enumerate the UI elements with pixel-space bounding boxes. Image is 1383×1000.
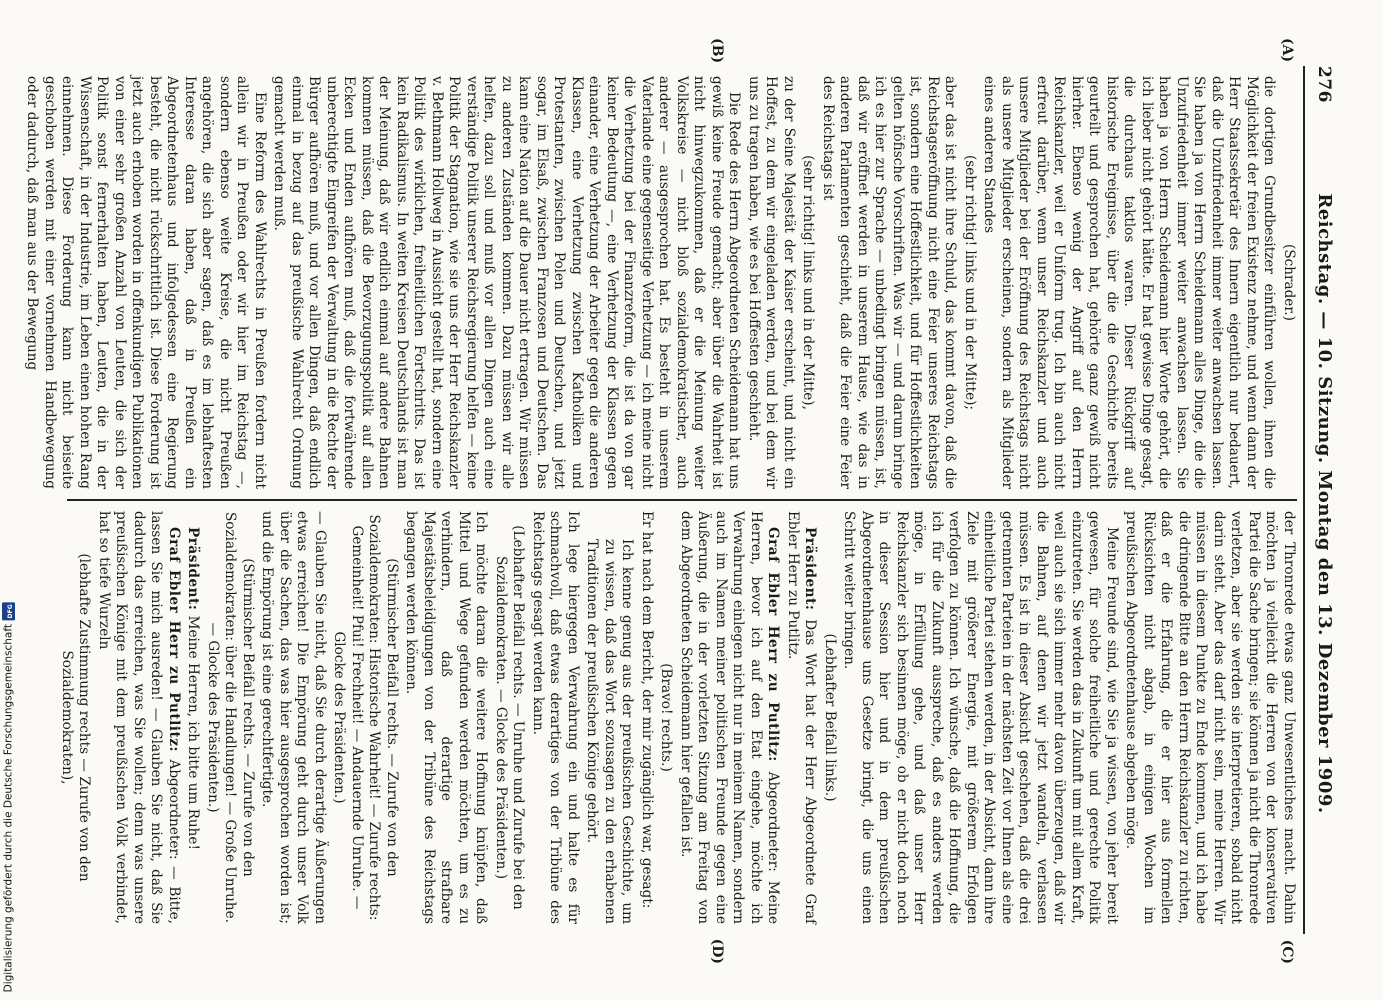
- paragraph-text: Er hat nach dem Bericht, der mir zugänglich war, gesagt:: [639, 511, 655, 909]
- paragraph: [799, 76, 817, 489]
- paragraph: [1280, 76, 1298, 489]
- paragraph: [270, 76, 743, 489]
- paragraph-text: — Glauben Sie nicht, daß Sie durch derartige Äußerungen etwas erreichen! Die Empörung geht durch unser Volk über die Sachen, das was hier ausgesprochen worden ist; und die Empörung ist eine gerechtfertigte.: [259, 511, 328, 924]
- paragraph: [745, 76, 798, 489]
- newspaper-page: [24, 38, 1335, 964]
- paragraph: [784, 511, 819, 924]
- paragraph: [821, 511, 839, 924]
- page-title: Reichstag. — 10. Sitzung. Montag den 13. Dezember 1909.: [1314, 193, 1335, 814]
- paragraph-text: Die Rede des Herrn Abgeordneten Scheidemann hat uns gewiß keine Freude gemacht; aber über die Wahrheit ist nicht hinwegzukommen, daß er die Meinung weiter Volkskreise — nicht bloß sozialdemokratischer, auch anderer — ausgesprochen hat. Es besteht in unserem Vaterlande eine gegenseitige Verhetzung — ich meine nicht die Verhetzung bei der Finanzreform, die ist da von gar keiner Bedeutung —, eine Verhetzung der Klassen gegen einander, eine Verhetzung der Arbeiter gegen die anderen Klassen, eine Verhetzung zwischen Katholiken und Protestanten, zwischen Polen und Deutschen, und jetzt sogar, im Elsaß, zwischen Franzosen und Deutschen. Das kann eine Nation auf die Dauer nicht ertragen. Wir müssen zu anderen Zuständen kommen. Dazu müssen wir alle helfen, dazu soll und muß vor allen Dingen auch eine verständige Politik unserer Reichsregierung helfen — keine Politik der Stagnation, wie sie uns der Herr Reichskanzler v. Bethmann Hollweg in Aussicht gestellt hat, sondern eine Politik des wirklichen, freiheitlichen Fortschritts. Das ist kein Radikalismus. In weiten Kreisen Deutschlands ist man der Meinung, daß wir endlich einmal auf andere Bahnen kommen müssen, daß die Bevorzugungspolitik auf allen Ecken und Enden aufhören muß, daß die fortwährende unberechtigte Eingreifen der Verwaltung in die Rechte der Bürger aufhören muß, und vor allen Dingen, daß endlich einmal in bezug auf das preußische Wahlrecht Ordnung gemacht werden muß.: [271, 76, 743, 489]
- page-header: [1303, 66, 1335, 934]
- left-column: [24, 66, 1297, 501]
- paragraph-text: der Thronrede etwas ganz Unwesentliches macht. Dahin möchten ja vielleicht die Herren von der konservativen Partei die Sache bringen; sie können ja nicht die Thronrede verletzen, aber sie werden sie interpretieren, sobald nicht darin steht. Aber das darf nicht sein, meine Herren. Wir müssen in diesem Punkte zu Ende kommen, und ich habe die dringende Bitte an den Herrn Reichskanzler zu richten, daß er die Erfahrung, die er hier aus formellen Rücksichten nicht abgab, in einigen Wochen im preußischen Abgeordnetenhause abgeben möge.: [1123, 511, 1297, 924]
- paragraph: [184, 511, 202, 924]
- credit-text: Digitalisierung gefördert durch die Deutsche Forschungsgemeinschaft: [2, 623, 15, 992]
- right-column: [59, 501, 1297, 934]
- margin-marker-d: (D): [709, 938, 725, 964]
- paragraph: [529, 511, 582, 924]
- paragraph-text: (sehr richtig! links und in der Mitte);: [962, 154, 978, 411]
- paragraph: [1122, 511, 1297, 924]
- digitization-credit: [2, 602, 15, 992]
- paragraph-text: Das Wort hat der Herr Abgeordnete Graf Ebler Herr zu Putlitz.: [785, 511, 819, 925]
- paragraph-text: zu der Seine Majestät der Kaiser erscheint, und nicht ein Hoffest, zu dem wir eingeladen werden, und bei dem wir uns zu tragen haben, wie es bei Hoffesten geschieht.: [746, 76, 797, 489]
- paragraph-text: Abgeordneter: Meine Herren, bevor ich auf den Etat eingehe, möchte ich Verwahrung einlegen nicht nur in meinem Namen, sondern auch im Namen meiner politischen Freunde gegen eine Äußerung, die in der vorletzten Sitzung am Freitag von dem Abgeordneten Scheidemann hier gefallen ist.: [678, 511, 782, 924]
- paragraph-text: (Bravo! rechts.): [658, 663, 675, 772]
- paragraph-text: Meine Freunde sind, wie Sie ja wissen, von jeher bereit gewesen, für solche freiheitliche und gerechte Politik einzutreten. Sie werden das in Zukunft um mit allem Kraft, weil auch sie sich immer mehr davon überzeugen, daß wir die Bahnen, auf denen wir jetzt wandeln, verlassen müssen. Es ist in dieser Absicht geschehen, daß die drei getrennten Parteien in der nächsten Zeit vor Ihnen als eine einheitliche Partei stehen werden, in der Absicht, dann ihre Ziele mit größerer Energie, mit größerem Erfolgen verfolgen zu können. Ich wünsche, daß die Hoffnung, die ich für die Zukunft ausspreche, daß es anders werden möge, in Erfüllung gehe, und daß unser Herr Reichskanzler sich besinnen möge, ob er nicht doch noch in dieser Session hier und in dem preußischen Abgeordnetenhause uns Gesetze bringt, die uns einen Schritt weiter bringen.: [841, 511, 1120, 924]
- paragraph-text: Eine Reform des Wahlrechts in Preußen fordern nicht allein wir in Preußen oder wir hier im Reichstag —, sondern ebenso weite Kreise, die nicht Preußen angehören, die sich aber sagen, daß es im lebhaftesten Interesse daran haben, daß in Preußen ein Abgeordnetenhaus und infolgedessen eine Regierung besteht, die nicht rückschrittlich ist. Diese Forderung ist jetzt auch erhoben worden in offenkundigen Publikationen von einer sehr großen Anzahl von Leuten, die sich der Politik sonst fernerhalten haben, Leuten, die in der Wissenschaft, in der Industrie, im Leben einen hohen Rang einnehmen. Diese Forderung kann nicht beiseite geschoben werden mit einer vornehmen Handbewegung oder dadurch, daß man aus der Bewegung: [24, 76, 268, 489]
- paragraph-text: Meine Herren, ich bitte um Ruhe!: [185, 615, 202, 850]
- margin-marker-b: (B): [709, 38, 725, 64]
- paragraph: [840, 511, 1120, 924]
- paragraph: [677, 511, 782, 924]
- paragraph-text: (Stürmischer Beifall rechts. — Zurufe von den Sozialdemokraten: über die Handlungen! — Große Unruhe. — Glocke des Präsidenten.): [205, 511, 256, 924]
- paragraph-text: die dortigen Grundbesitzer einführen wollen, ihnen die Möglichkeit der freien Existenz nehme, und wenn dann der Herr Staatssekretär des Innern eigentlich nur bedauert, daß die Unzufriedenheit immer weiter anwachsen lassen. Sie haben ja von Herrn Scheidemann alles Dinge, die die Unzufriedenheit immer weiter anwachsen lassen. Sie haben ja von Herrn Scheidemann hier Worte gehört, die ich lieber nicht gehört hätte. Er hat gewisse Dinge gesagt, die durchaus taktlos waren. Dieser Rückgriff auf historische Ereignisse, über die die Geschichte bereits geurteilt und gesprochen hat, gehörte ganz gewiß nicht hierher. Ebenso wenig der Angriff auf den Herrn Reichskanzler, weil er Uniform trug. Ich bin auch nicht erfreut darüber, wenn unser Reichskanzler und auch unsere Mitglieder bei der Eröffnung des Reichstags nicht als unsere Mitglieder erscheinen, sondern als Mitglieder eines anderen Standes: [981, 76, 1278, 489]
- paragraph-text: (Stürmischer Beifall rechts. — Zurufe von den Sozialdemokraten: Historische Wahrheit! — Zurufe rechts: Gemeinheit! Pfui! Frechheit! — Andauernde Unruhe. — Glocke des Präsidenten.): [331, 514, 400, 921]
- paragraph: [638, 511, 656, 924]
- paragraph-text: Abgeordneter: — Bitte, lassen Sie mich ausreden! — Glauben Sie nicht, daß Sie dadurch das erreichen, was Sie wollen; denn was unsere preußischen Könige mit dem preußischen Volk verbindet, hat so tiefe Wurzeln: [96, 511, 182, 924]
- text-columns: [24, 66, 1297, 934]
- paragraph: [402, 511, 490, 924]
- paragraph: [58, 511, 93, 924]
- paragraph-text: (lebhafte Zustimmung rechts — Zurufe von den Sozialdemokraten),: [59, 553, 93, 882]
- paragraph-text: Ich möchte daran die weitere Hoffnung knüpfen, daß Mittel und Wege gefunden werden möchten, um es zu verhindern, daß derartige strafbare Majestätsbeleidigungen von der Tribüne des Reichstags begangen werden können.: [403, 511, 490, 924]
- paragraph-text: (Lebhafter Beifall rechts. — Unruhe und Zurufe bei den Sozialdemokraten. — Glocke des Präsidenten.): [493, 525, 527, 910]
- paragraph: [961, 76, 979, 489]
- paragraph: [95, 511, 183, 924]
- dfg-logo: DFG: [2, 602, 15, 620]
- paragraph-text: (sehr richtig! links und in der Mitte),: [800, 155, 817, 410]
- speaker-name: Präsident:: [802, 527, 819, 620]
- page-number: 276: [1314, 66, 1334, 103]
- paragraph-text: aber das ist nicht ihre Schuld, das kommt davon, daß die Reichstagseröffnung nicht eine Feier unseres Reichstags ist, sondern eine Hoffestlichkeit, und für Hoffestlichkeiten gelten höfische Vorschriften. Was wir — und darum bringe ich es hier zur Sprache — unbedingt bringen müssen, ist, daß wir eröffnet werden in unserem Hause, wie das in anderen Parlamenten geschieht, daß die Feier eine Feier des Reichstags ist: [820, 76, 959, 489]
- speaker-name: Graf Ebler Herr zu Putlitz:: [166, 527, 182, 760]
- paragraph: [204, 511, 257, 924]
- speaker-name: Präsident:: [185, 527, 202, 616]
- paragraph: [980, 76, 1278, 489]
- paragraph-text: (Lebhafter Beifall links.): [822, 633, 838, 802]
- paragraph-text: (Schrader.): [1281, 244, 1297, 321]
- paragraph: [492, 511, 527, 924]
- paragraph: [583, 511, 636, 924]
- margin-marker-a: (A): [1279, 38, 1295, 63]
- paragraph-text: Ich kenne genug aus der preußischen Geschichte, um zu wissen, daß das Wort sozusagen zu den erhabenen Traditionen der preußischen Könige gehört.: [584, 539, 636, 924]
- paragraph: [258, 511, 328, 924]
- speaker-name: Graf Ebler Herr zu Putlitz:: [765, 527, 782, 772]
- paragraph: [23, 76, 268, 489]
- paragraph: [819, 76, 959, 489]
- paragraph-text: Ich lege hiergegen Verwahrung ein und halte es für schmachvoll, daß etwas derartiges von der Tribüne des Reichstags gesagt werden kann.: [530, 511, 581, 924]
- paragraph: [657, 511, 675, 924]
- margin-marker-c: (C): [1279, 939, 1295, 964]
- paragraph: [330, 511, 400, 924]
